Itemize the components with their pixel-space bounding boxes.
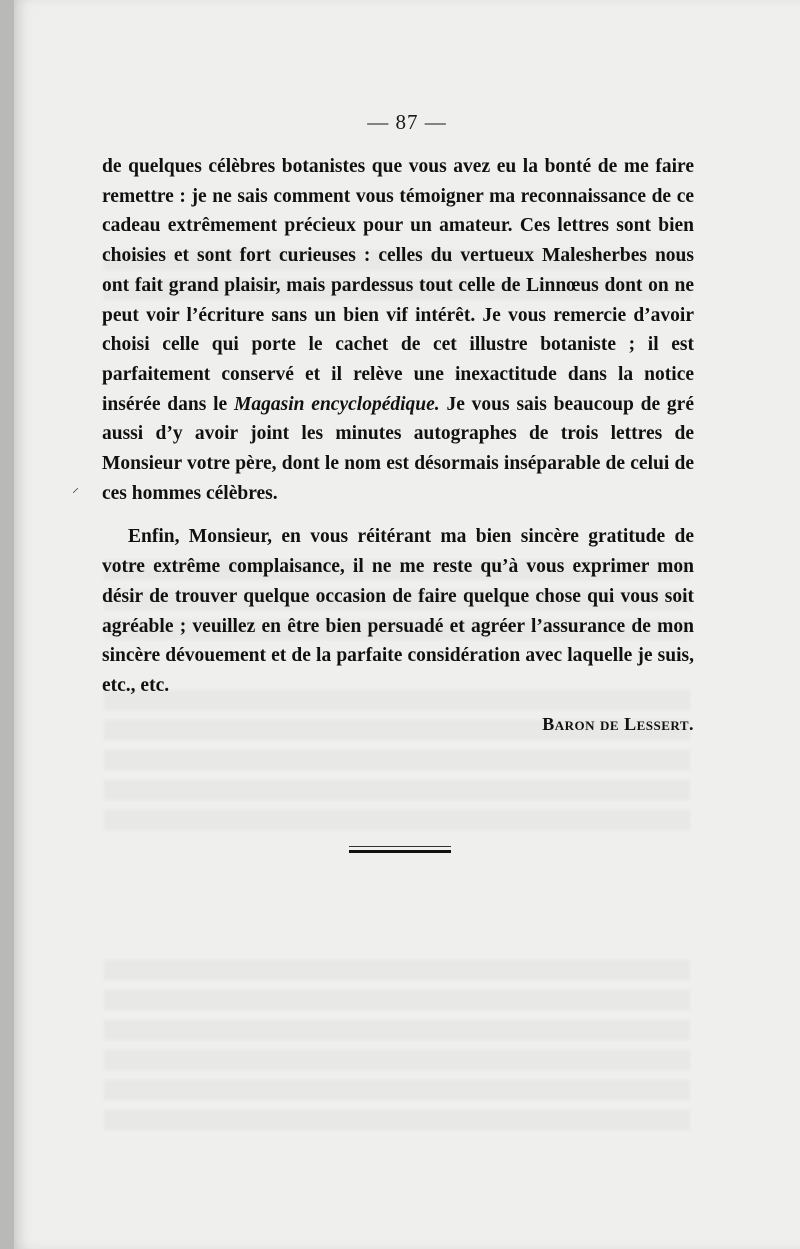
paragraph-1 xyxy=(102,152,694,508)
paragraph-2: Enfin, Monsieur, en vous réitérant ma bien sincère gratitude de votre extrême complaisance, il ne me reste qu’à vous exprimer mon désir de trouver quelque occasion de faire quelque chose qui vous soit agréable ; veuillez en être bien persuadé et agréer l’assurance de mon sincère dévouement et de la parfaite considération avec laquelle je suis, etc., etc. xyxy=(102,526,694,696)
page-number: — 87 — xyxy=(367,110,447,134)
paragraph-1-text: de quelques célèbres botanistes que vous avez eu la bonté de me faire remettre : je ne sais comment vous témoigner ma reconnaissance de ce cadeau extrêmement précieux pour un amateur. Ces lettres sont bien choisies et sont fort curieuses : celles du vertueux Malesherbes nous ont fait grand plaisir, mais pardessus tout celle de Linnœus dont on ne peut voir l’écriture sans un bien vif intérêt. Je vous remercie d’avoir choisi celle qui porte le cachet de cet illustre botaniste ; il est parfaitement conservé et il relève une inexactitude dans la notice insérée dans le xyxy=(102,156,694,415)
closing-rule xyxy=(349,850,451,853)
document-page xyxy=(14,0,800,1249)
paragraph-1-text-end: Je vous sais beaucoup de gré aussi d’y avoir joint les minutes autographes de trois lettres de Monsieur votre père, dont le nom est désormais inséparable de celui de ces hommes célèbres. xyxy=(102,393,694,504)
margin-mark: ⸝ xyxy=(72,481,79,496)
signature xyxy=(14,714,694,735)
paragraph-1-italic-title: Magasin encyclopédique. xyxy=(234,393,440,415)
signature-text: Baron de Lessert. xyxy=(542,714,694,734)
body-text xyxy=(102,152,694,701)
